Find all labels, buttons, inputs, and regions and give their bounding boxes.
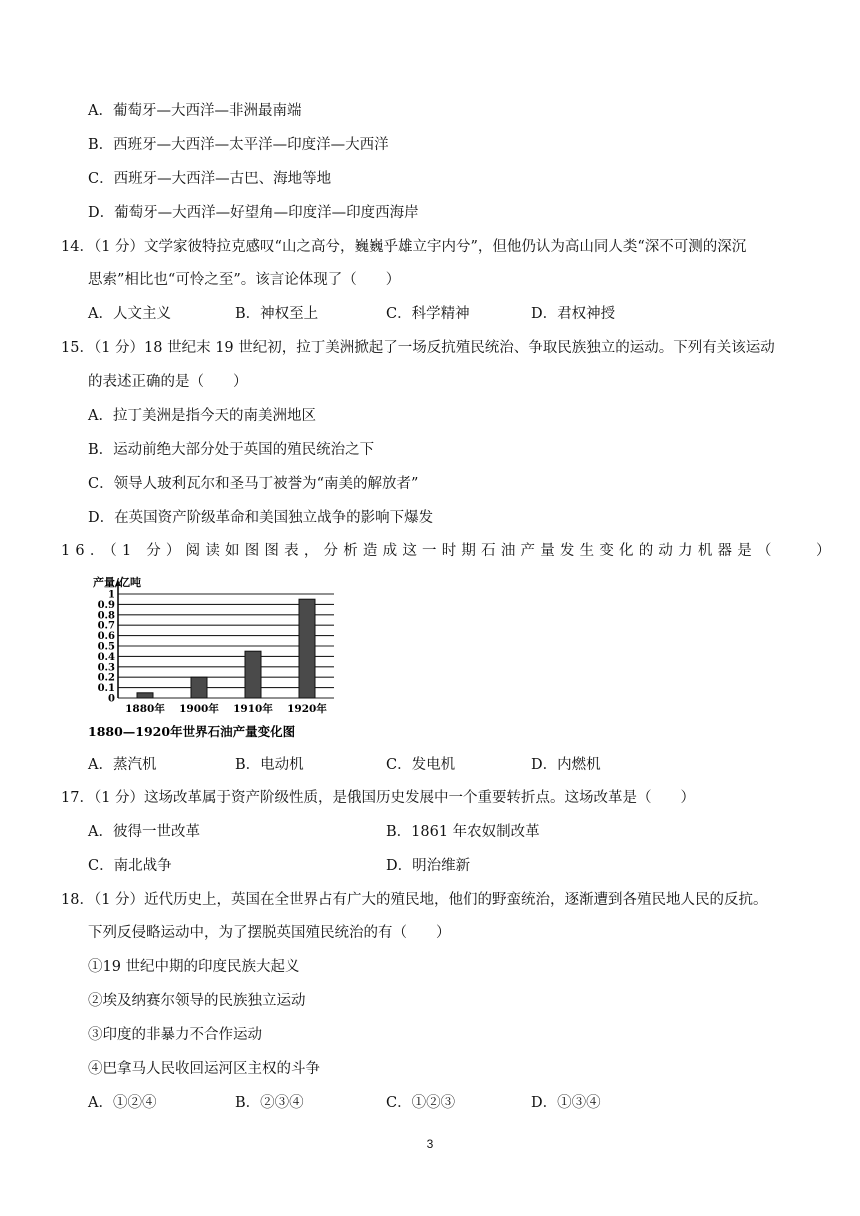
q15-option-c: C．领导人玻利瓦尔和圣马丁被誉为“南美的解放者”: [88, 476, 419, 492]
chart-y-tick-label: 0.7: [97, 620, 115, 632]
chart-x-tick-label: 1880年: [125, 703, 165, 715]
chart-bar: [137, 693, 153, 698]
q18-item-2: ②埃及纳赛尔领导的民族独立运动: [88, 993, 306, 1009]
q16-option-b: B．电动机: [235, 757, 304, 773]
q18-item-1: ①19 世纪中期的印度民族大起义: [88, 959, 300, 975]
q14-stem-line1: 14．（1 分）文学家彼特拉克感叹“山之高兮，巍巍乎雄立宇内兮”，但他仍认为高山同人类“深不可测的深沉: [61, 239, 747, 255]
q18-option-d: D．①③④: [531, 1095, 601, 1111]
chart-x-tick-label: 1900年: [179, 703, 219, 715]
q13-option-a: A．葡萄牙—大西洋—非洲最南端: [88, 103, 302, 119]
q17-option-b: B．1861 年农奴制改革: [386, 824, 540, 840]
q17-option-a: A．彼得一世改革: [88, 824, 200, 840]
q16-option-d: D．内燃机: [531, 757, 601, 773]
chart-y-tick-label: 1: [108, 589, 115, 601]
q15-option-b: B．运动前绝大部分处于英国的殖民统治之下: [88, 442, 375, 458]
q15-option-d: D．在英国资产阶级革命和美国独立战争的影响下爆发: [88, 510, 434, 526]
chart-y-tick-label: 0.5: [97, 641, 115, 653]
chart-y-tick-label: 0.8: [97, 610, 115, 622]
chart-y-tick-label: 0.6: [97, 631, 115, 643]
q18-item-4: ④巴拿马人民收回运河区主权的斗争: [88, 1061, 320, 1077]
chart-y-tick-label: 0.2: [97, 672, 115, 684]
q18-stem-line1: 18．（1 分）近代历史上，英国在全世界占有广大的殖民地，他们的野蛮统治，逐渐遭到各殖民地人民的反抗。: [61, 892, 768, 908]
chart-title: 1880—1920年世界石油产量变化图: [88, 724, 296, 739]
q13-option-b: B．西班牙—大西洋—太平洋—印度洋—大西洋: [88, 137, 389, 153]
q17-stem: 17．（1 分）这场改革属于资产阶级性质，是俄国历史发展中一个重要转折点。这场改革是（ ）: [61, 790, 696, 806]
chart-y-tick-label: 0.9: [97, 599, 115, 611]
q14-options: [88, 304, 788, 324]
q16-options: [88, 755, 788, 775]
q18-options: [88, 1093, 788, 1113]
page-number: 3: [426, 1137, 434, 1151]
q17-options-row2: [88, 856, 788, 876]
q17-option-d: D．明治维新: [386, 858, 471, 874]
chart-y-axis-label: 产量/亿吨: [93, 576, 142, 589]
q18-option-b: B．②③④: [235, 1095, 304, 1111]
chart-x-tick-label: 1920年: [287, 703, 327, 715]
q15-stem-line2: 的表述正确的是（ ）: [88, 374, 248, 390]
q13-option-d: D．葡萄牙—大西洋—好望角—印度洋—印度西海岸: [88, 205, 419, 221]
q14-stem-line2: 思索”相比也“可怜之至”。该言论体现了（ ）: [88, 272, 401, 288]
chart-x-tick-label: 1910年: [233, 703, 273, 715]
q17-options-row1: [88, 822, 788, 842]
q15-option-a: A．拉丁美洲是指今天的南美洲地区: [88, 408, 316, 424]
chart-bar: [299, 599, 315, 698]
q13-option-c: C．西班牙—大西洋—古巴、海地等地: [88, 171, 332, 187]
chart-y-tick-label: 0.4: [97, 651, 115, 663]
chart-bar: [191, 677, 207, 698]
q18-stem-line2: 下列反侵略运动中，为了摆脱英国殖民统治的有（ ）: [88, 925, 451, 941]
q16-option-c: C．发电机: [386, 757, 456, 773]
q14-option-b: B．神权至上: [235, 306, 319, 322]
chart-y-tick-label: 0.1: [97, 683, 115, 695]
chart-y-tick-label: 0: [108, 693, 115, 705]
chart-y-tick-label: 0.3: [97, 662, 115, 674]
q14-option-d: D．君权神授: [531, 306, 616, 322]
q18-item-3: ③印度的非暴力不合作运动: [88, 1027, 262, 1043]
chart-bar: [245, 651, 261, 698]
q14-option-a: A．人文主义: [88, 306, 171, 322]
q18-option-c: C．①②③: [386, 1095, 456, 1111]
oil-production-chart: [88, 574, 346, 744]
q17-option-c: C．南北战争: [88, 858, 172, 874]
q14-option-c: C．科学精神: [386, 306, 470, 322]
q16-stem: 16．（1 分）阅读如图图表，分析造成这一时期石油产量发生变化的动力机器是（ ）: [61, 543, 836, 559]
q16-option-a: A．蒸汽机: [88, 757, 157, 773]
q18-option-a: A．①②④: [88, 1095, 157, 1111]
q15-stem-line1: 15．（1 分）18 世纪末 19 世纪初，拉丁美洲掀起了一场反抗殖民统治、争取民族独立的运动。下列有关该运动: [61, 340, 775, 356]
